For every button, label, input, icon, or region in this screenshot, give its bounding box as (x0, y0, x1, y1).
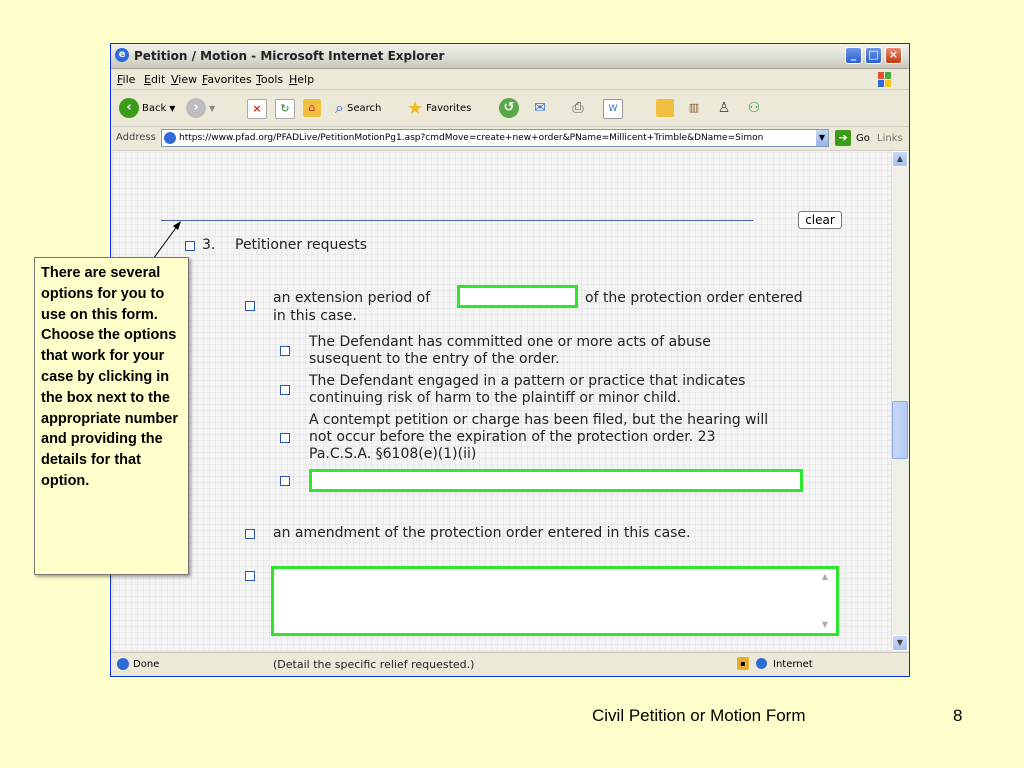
contacts-icon[interactable]: ⚇ (747, 100, 761, 116)
stop-icon[interactable]: × (247, 99, 267, 119)
page-scrollbar[interactable] (891, 151, 909, 651)
section-number: 3. (202, 237, 216, 253)
title-bar (111, 44, 909, 69)
address-label: Address (116, 132, 156, 143)
detail-hint: (Detail the specific relief requested.) (273, 658, 475, 671)
go-button[interactable]: Go (856, 133, 870, 144)
reason-abuse-line2: susequent to the entry of the order. (309, 351, 560, 367)
amendment-checkbox[interactable] (245, 529, 255, 539)
relief-textarea[interactable] (271, 566, 839, 636)
close-button[interactable]: × (885, 47, 902, 64)
favorites-star-icon: ★ (407, 97, 424, 119)
relief-checkbox[interactable] (245, 571, 255, 581)
globe-icon (756, 658, 767, 669)
status-bar (111, 652, 909, 677)
toolbar (111, 90, 909, 127)
reason-pattern-line1: The Defendant engaged in a pattern or practice that indicates (309, 373, 746, 389)
section-divider (161, 220, 753, 221)
amendment-text: an amendment of the protection order entered in this case. (273, 525, 691, 541)
print-icon[interactable]: ⎙ (572, 100, 584, 116)
section-label: Petitioner requests (235, 237, 368, 253)
instruction-callout: There are several options for you to use on this form. Choose the options that work for your case by clicking in the box next to the appropriate number and providing the details for that option. (34, 257, 189, 575)
maximize-button[interactable]: □ (865, 47, 882, 64)
menu-favorites[interactable]: Favorites (202, 73, 252, 86)
status-page-icon (117, 658, 129, 670)
reason-abuse-checkbox[interactable] (280, 346, 290, 356)
extension-period-input[interactable] (457, 285, 578, 308)
security-zone: Internet (773, 659, 813, 670)
extension-text-line2: in this case. (273, 308, 357, 324)
textarea-scrollbar[interactable] (819, 571, 831, 631)
menu-bar (111, 69, 909, 90)
address-bar (111, 127, 909, 151)
scroll-thumb[interactable] (892, 401, 908, 459)
forward-button[interactable] (186, 97, 215, 119)
reason-contempt-line3: Pa.C.S.A. §6108(e)(1)(ii) (309, 446, 477, 462)
address-url: https://www.pfad.org/PFADLive/PetitionMotionPg1.asp?cmdMove=create+new+order&PName=Millicent+Trimble&DName=Simon (179, 133, 764, 143)
home-icon[interactable]: ⌂ (303, 99, 321, 117)
favorites-button[interactable] (407, 97, 471, 119)
refresh-icon[interactable]: ↻ (275, 99, 295, 119)
back-button[interactable] (119, 97, 175, 119)
research-icon[interactable]: ▥ (688, 101, 700, 114)
edit-word-icon[interactable]: W (603, 99, 623, 119)
menu-help[interactable]: Help (289, 73, 315, 86)
forward-dropdown-icon: ▼ (209, 103, 216, 113)
windows-logo-icon (871, 71, 897, 88)
scroll-down-icon[interactable]: ▼ (892, 635, 908, 651)
menu-edit[interactable]: Edit (144, 73, 166, 86)
extension-text-cont: of the protection order entered (585, 290, 803, 306)
forward-arrow-icon: › (186, 98, 206, 118)
menu-file[interactable]: File (117, 73, 136, 86)
reason-abuse-line1: The Defendant has committed one or more acts of abuse (309, 334, 711, 350)
menu-view[interactable]: View (171, 73, 198, 86)
address-dropdown-icon[interactable]: ▼ (816, 130, 828, 146)
slide-title: Civil Petition or Motion Form (592, 706, 806, 725)
menu-tools[interactable]: Tools (256, 73, 284, 86)
reason-pattern-line2: continuing risk of harm to the plaintiff or minor child. (309, 390, 682, 406)
textarea-scroll-up-icon[interactable]: ▲ (821, 572, 829, 581)
reason-other-checkbox[interactable] (280, 476, 290, 486)
search-button[interactable] (335, 97, 381, 119)
mail-icon[interactable]: ✉ (534, 100, 546, 116)
other-reason-input[interactable] (309, 469, 803, 492)
extension-checkbox[interactable] (245, 301, 255, 311)
messenger-icon[interactable]: ♙ (717, 100, 731, 116)
status-text: Done (133, 659, 160, 670)
lock-icon[interactable]: ▪ (737, 657, 749, 670)
go-arrow-icon[interactable]: ➔ (835, 130, 851, 146)
window-title: Petition / Motion - Microsoft Internet Explorer (134, 49, 445, 63)
slide-number: 8 (953, 706, 963, 725)
ie-icon: e (115, 48, 129, 62)
reason-pattern-checkbox[interactable] (280, 385, 290, 395)
back-arrow-icon: ‹ (119, 98, 139, 118)
textarea-scroll-down-icon[interactable]: ▼ (821, 620, 829, 629)
history-icon[interactable]: ↺ (499, 98, 519, 118)
links-button[interactable]: Links (877, 133, 903, 144)
clear-button[interactable]: clear (798, 211, 842, 229)
back-dropdown-icon: ▼ (169, 103, 176, 113)
reason-contempt-line1: A contempt petition or charge has been filed, but the hearing will (309, 412, 769, 428)
search-label: Search (346, 102, 382, 114)
browser-window (110, 43, 910, 677)
page-icon (164, 132, 176, 144)
back-label: Back (142, 102, 167, 114)
reason-contempt-line2: not occur before the expiration of the protection order. 23 (309, 429, 716, 445)
favorites-label: Favorites (426, 102, 472, 114)
minimize-button[interactable]: _ (845, 47, 862, 64)
address-field[interactable] (161, 129, 829, 147)
reason-contempt-checkbox[interactable] (280, 433, 290, 443)
search-icon: ⌕ (335, 98, 344, 117)
extension-text: an extension period of (273, 290, 431, 306)
scroll-up-icon[interactable]: ▲ (892, 151, 908, 167)
folder-icon[interactable] (656, 99, 674, 117)
